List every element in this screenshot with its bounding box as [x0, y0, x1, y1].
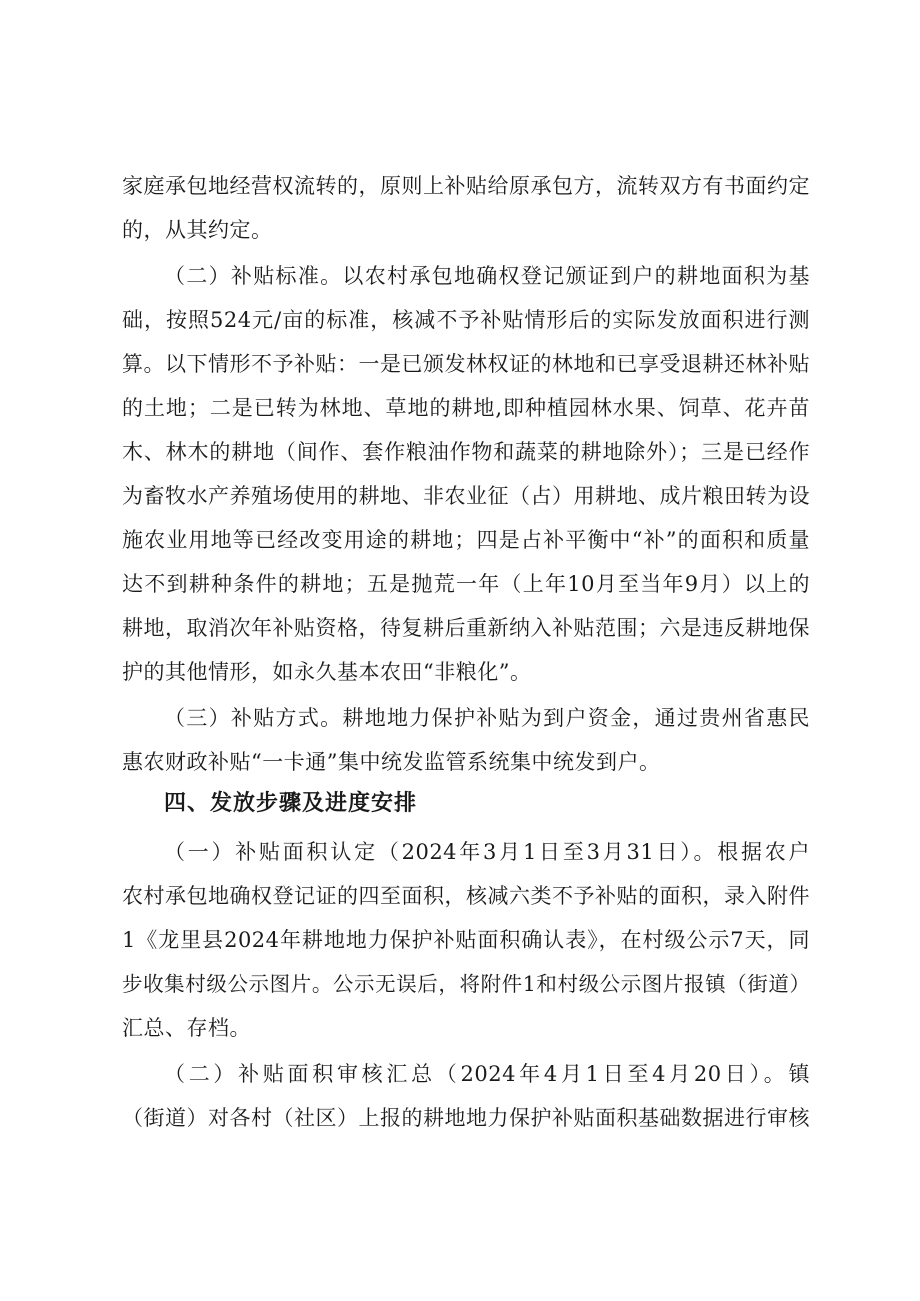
p3-line-2: 惠农财政补贴“一卡通”集中统发监管系统集中统发到户。 — [122, 750, 661, 774]
p2-line-2: 础，按照524元/亩的标准，核减不予补贴情形后的实际发放面积进行测 — [122, 308, 810, 332]
p2-line-3: 算。以下情形不予补贴：一是已颁发林权证的林地和已享受退耕还林补贴 — [122, 352, 810, 376]
p2-line-8: 达不到耕种条件的耕地；五是抛荒一年（上年10月至当年9月）以上的 — [122, 572, 810, 596]
p5-line-1: （二）补贴面积审核汇总（2024年4月1日至4月20日）。镇 — [164, 1062, 810, 1086]
p2-line-7: 施农业用地等已经改变用途的耕地；四是占补平衡中“补”的面积和质量 — [122, 528, 810, 552]
p4-line-4: 步收集村级公示图片。公示无误后，将附件1和村级公示图片报镇（街道） — [122, 972, 810, 996]
p1-line-2: 的，从其约定。 — [122, 218, 273, 242]
p3-line-1: （三）补贴方式。耕地地力保护补贴为到户资金，通过贵州省惠民 — [164, 706, 810, 730]
p5-line-2: （街道）对各村（社区）上报的耕地地力保护补贴面积基础数据进行审核 — [122, 1106, 810, 1130]
p4-line-5: 汇总、存档。 — [122, 1016, 251, 1040]
p1-line-1: 家庭承包地经营权流转的，原则上补贴给原承包方，流转双方有书面约定 — [122, 174, 810, 198]
section-heading: 四、发放步骤及进度安排 — [164, 791, 418, 816]
p4-line-1: （一）补贴面积认定（2024年3月1日至3月31日）。根据农户 — [164, 840, 810, 864]
p2-line-6: 为畜牧水产养殖场使用的耕地、非农业征（占）用耕地、成片粮田转为设 — [122, 484, 810, 508]
p4-line-3: 1《龙里县2024年耕地地力保护补贴面积确认表》，在村级公示7天，同 — [122, 928, 810, 952]
p2-line-4: 的土地；二是已转为林地、草地的耕地,即种植园林水果、饲草、花卉苗 — [122, 396, 810, 420]
p2-line-10: 护的其他情形，如永久基本农田“非粮化”。 — [122, 660, 532, 684]
p4-line-2: 农村承包地确权登记证的四至面积，核减六类不予补贴的面积，录入附件 — [122, 884, 810, 908]
p2-line-5: 木、林木的耕地（间作、套作粮油作物和蔬菜的耕地除外）；三是已经作 — [122, 440, 810, 464]
p2-line-1: （二）补贴标准。以农村承包地确权登记颁证到户的耕地面积为基 — [164, 264, 810, 288]
p2-line-9: 耕地，取消次年补贴资格，待复耕后重新纳入补贴范围；六是违反耕地保 — [122, 616, 810, 640]
